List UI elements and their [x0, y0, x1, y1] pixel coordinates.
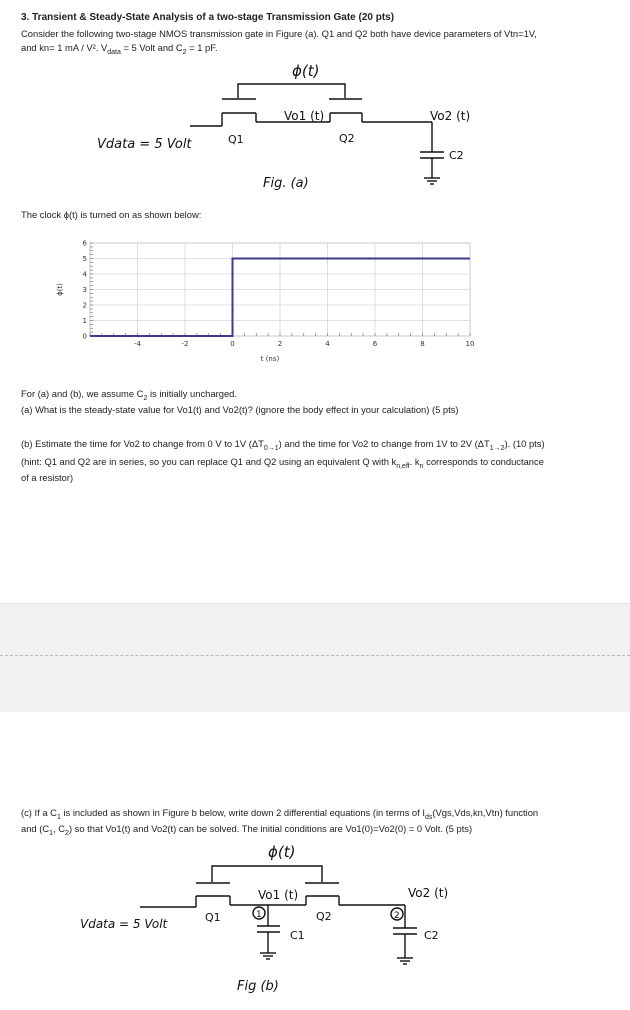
part-b-line-3: of a resistor) — [21, 472, 74, 483]
x-tick-label: -2 — [181, 340, 189, 348]
x-tick-label: 8 — [420, 340, 425, 348]
y-tick-label: 0 — [82, 332, 87, 341]
y-tick-label: 5 — [82, 255, 87, 263]
part-c-line-1: (c) If a $C_1$ is included as shown in Figure b below, write down 2 differential equations (in terms of $I_{ds}(Vgs,Vds,kn,Vtn)$ function — [21, 807, 539, 821]
y-tick-label: 3 — [82, 286, 87, 294]
fig-b-c2-label: C2 — [424, 929, 439, 942]
fig-b-caption: Fig (b) — [237, 979, 279, 994]
x-axis-label: t (ns) — [260, 355, 280, 363]
fig-a-vo2-label: Vo2 (t) — [430, 109, 471, 123]
part-a-text: (a) What is the steady-state value for Vo1(t) and Vo2(t)? (ignore the body effect in your calculation) (5 pts) — [21, 404, 459, 415]
fig-a-q2-label: Q2 — [339, 132, 355, 145]
fig-b-node-1: 1 — [256, 910, 262, 920]
intro-line-2: and kn= 1 mA / V². $V_{data} = 5$ Volt and $C_2 = 1$ pF. — [21, 42, 218, 56]
x-tick-label: 0 — [230, 340, 235, 348]
x-tick-label: 10 — [465, 340, 475, 348]
fig-b-vo1-label: Vo1 (t) — [258, 888, 299, 902]
problem-title: 3. Transient & Steady-State Analysis of a two-stage Transmission Gate (20 pts) — [21, 12, 395, 23]
page-break-dashed-line — [0, 655, 630, 656]
fig-b-c1-label: C1 — [290, 929, 305, 942]
fig-b-node-2: 2 — [394, 911, 400, 921]
y-tick-label: 6 — [82, 239, 87, 248]
fig-b-q1-label: Q1 — [205, 911, 221, 924]
fig-a-vo1-label: Vo1 (t) — [284, 109, 325, 123]
fig-a-phi-label: ϕ(t) — [292, 62, 320, 80]
y-tick-label: 4 — [82, 270, 87, 279]
x-tick-label: 2 — [277, 340, 283, 348]
part-c-line-2: and ($C_1$, $C_2$) so that Vo1(t) and Vo2(t) can be solved. The initial conditions are Vo1(0)=Vo2(0) = 0 Volt. (5 pts) — [21, 823, 473, 837]
fig-a-c2-label: C2 — [449, 149, 464, 162]
fig-b-q2-label: Q2 — [316, 910, 332, 923]
fig-b-vdata-label: Vdata = 5 Volt — [80, 917, 168, 931]
fig-b-vo2-label: Vo2 (t) — [408, 886, 449, 900]
fig-a-q1-label: Q1 — [228, 133, 244, 146]
fig-a-caption: Fig. (a) — [263, 176, 309, 191]
x-tick-label: 4 — [325, 340, 330, 348]
y-axis-label: ϕ(t) — [56, 283, 64, 296]
y-tick-label: 1 — [82, 317, 87, 325]
y-tick-label: 2 — [82, 301, 87, 310]
intro-line-1: Consider the following two-stage NMOS transmission gate in Figure (a). Q1 and Q2 both have device parameters of Vtn=1V, — [21, 28, 537, 39]
page-break-band — [0, 603, 630, 712]
clock-chart — [55, 235, 495, 365]
clock-text: The clock ϕ(t) is turned on as shown below: — [21, 209, 202, 220]
figure-b-circuit — [0, 835, 630, 1010]
part-b-line-2: (hint: Q1 and Q2 are in series, so you can replace Q1 and Q2 using an equivalent Q with $k_{n,eff}$. $k_n$ corresponds to conductance — [21, 456, 544, 470]
x-tick-label: -4 — [134, 340, 141, 348]
part-b-line-1: (b) Estimate the time for Vo2 to change from 0 V to 1V $(\Delta T_{0\to 1})$ and the time for Vo2 to change from 1V to 2V $(\Delta T_{1\to 2})$. (10 pts) — [21, 438, 545, 452]
fig-a-vdata-label: Vdata = 5 Volt — [97, 137, 192, 152]
assume-text: For (a) and (b), we assume $C_2$ is initially uncharged. — [21, 388, 237, 402]
figure-a-circuit — [0, 55, 630, 205]
x-tick-label: 6 — [372, 340, 378, 348]
fig-b-phi-label: ϕ(t) — [268, 843, 296, 861]
